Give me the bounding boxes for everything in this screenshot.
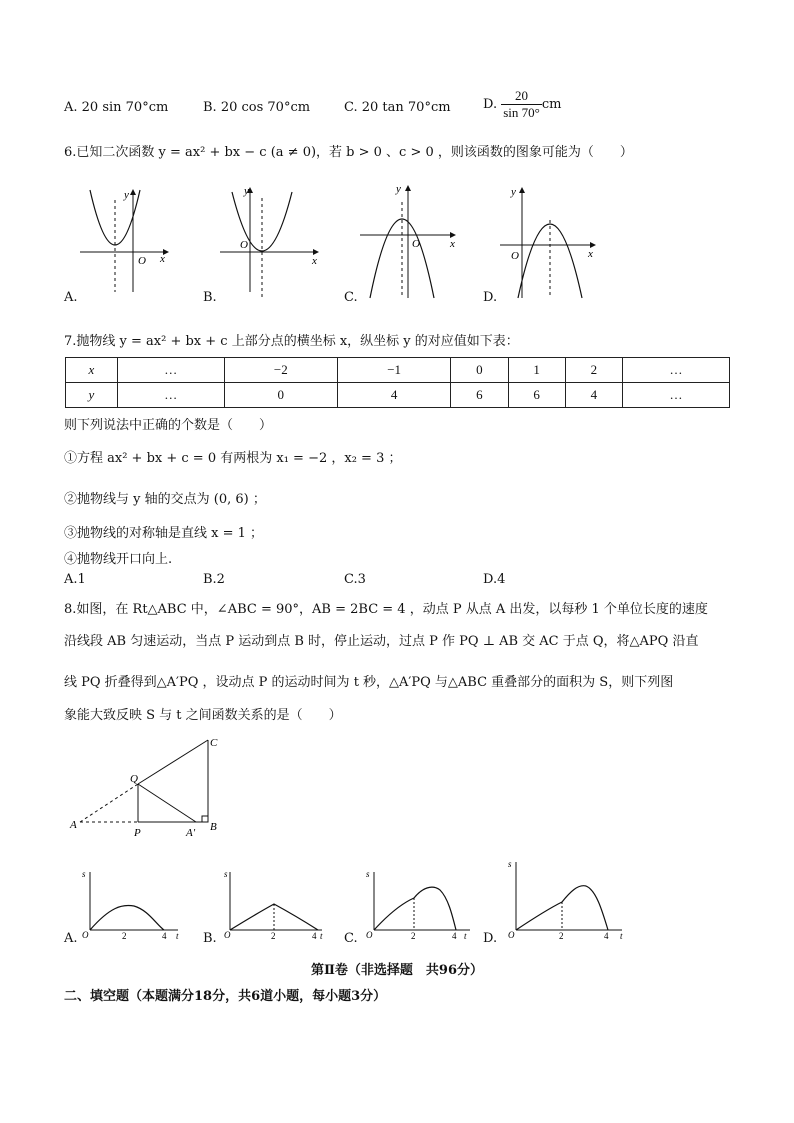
q8-graph-b-o: O — [224, 930, 231, 940]
q7-row-y — [66, 383, 730, 408]
q8-graph-d-s: s — [508, 859, 512, 869]
q5-option-d-prefix: D. — [483, 97, 498, 112]
q6-graph-d-y: y — [511, 186, 516, 198]
q8-line-2: 沿线段 AB 匀速运动，当点 P 运动到点 B 时，停止运动，过点 P 作 PQ ⊥ AB 交 AC 于点 Q，将△APQ 沿直 — [64, 634, 699, 649]
q5-option-b: B. 20 cos 70°cm — [203, 100, 311, 115]
q6-graph-c-x: x — [450, 238, 455, 250]
q7-cell: 4 — [565, 383, 622, 408]
q8-graph-a-s: s — [82, 869, 86, 879]
q6-graph-d-origin: O — [511, 250, 519, 262]
q8-graph-d-tick4: 4 — [604, 931, 609, 941]
q7-option-c: C.3 — [344, 572, 366, 587]
q6-graph-d-x: x — [588, 248, 593, 260]
q8-fig-label-a: A — [70, 819, 77, 831]
q5-option-d — [483, 88, 561, 121]
q6-graph-a-x: x — [160, 253, 165, 265]
q7-option-b: B.2 — [203, 572, 225, 587]
q5-option-a: A. 20 sin 70°cm — [64, 100, 169, 115]
q8-graph-c-tick4: 4 — [452, 931, 457, 941]
q6-graph-c-y: y — [396, 183, 401, 195]
q7-statement-2: ②抛物线与 y 轴的交点为 (0, 6) ； — [64, 492, 266, 507]
q7-cell: 1 — [508, 358, 565, 383]
q7-cell: 6 — [508, 383, 565, 408]
q7-question: 则下列说法中正确的个数是（ ） — [64, 418, 273, 433]
q8-fig-label-c: C — [210, 737, 218, 749]
q8-triangle-figure — [60, 732, 230, 842]
q5-option-d-unit: cm — [541, 97, 562, 112]
q8-line-3: 线 PQ 折叠得到△A′PQ ，设动点 P 的运动时间为 t 秒，△A′PQ 与△ABC 重叠部分的面积为 S，则下列图 — [64, 675, 674, 690]
q6-graph-c-origin: O — [412, 238, 420, 250]
q8-graph-c-o: O — [366, 930, 373, 940]
q8-graph-label-d: D. — [483, 931, 498, 946]
q6-graph-b-origin: O — [240, 239, 248, 251]
q8-graph-d-o: O — [508, 930, 515, 940]
q8-graph-d-tick2: 2 — [559, 931, 564, 941]
q7-cell: −2 — [224, 358, 337, 383]
q6-graphs — [60, 180, 740, 305]
q7-row-x — [66, 358, 730, 383]
q8-graph-d — [508, 859, 623, 941]
q8-graph-d-t: t — [620, 931, 623, 941]
q7-cell: 2 — [565, 358, 622, 383]
q7-statement-4: ④抛物线开口向上. — [64, 552, 173, 567]
q6-graph-b — [220, 185, 318, 298]
q7-cell: x — [66, 358, 118, 383]
q8-graph-c — [366, 869, 470, 941]
q8-graph-b — [224, 869, 323, 941]
q8-graph-c-s: s — [366, 869, 370, 879]
q8-fig-label-q: Q — [130, 773, 138, 785]
q6-label-c: C. — [344, 290, 358, 305]
q8-graph-label-b: B. — [203, 931, 217, 946]
q8-graph-a-tick2: 2 — [122, 931, 127, 941]
q7-option-d: D.4 — [483, 572, 506, 587]
q8-graph-a-tick4: 4 — [162, 931, 167, 941]
q7-cell: … — [117, 358, 224, 383]
q7-cell: … — [117, 383, 224, 408]
q8-line-1: 8.如图，在 Rt△ABC 中，∠ABC = 90°，AB = 2BC = 4 ，动点 P 从点 A 出发，以每秒 1 个单位长度的速度 — [64, 602, 708, 617]
q8-graph-b-tick2: 2 — [271, 931, 276, 941]
q8-graph-b-tick4: 4 — [312, 931, 317, 941]
q6-graph-b-y: y — [244, 185, 249, 197]
q5-option-d-numerator: 20 — [501, 88, 542, 105]
q7-cell: 0 — [224, 383, 337, 408]
q8-graph-label-a: A. — [64, 931, 78, 946]
q6-label-b: B. — [203, 290, 217, 305]
q6-graph-b-x: x — [312, 255, 317, 267]
q6-stem: 6.已知二次函数 y = ax² + bx − c (a ≠ 0)，若 b > 0 、c > 0 ，则该函数的图象可能为（ ） — [64, 145, 633, 160]
q7-cell: … — [623, 383, 730, 408]
section-two-title: 二、填空题（本题满分18分，共6道小题，每小题3分） — [64, 989, 387, 1004]
q8-graph-a-o: O — [82, 930, 89, 940]
q8-graph-label-c: C. — [344, 931, 358, 946]
q8-graphs — [60, 852, 660, 947]
q8-graph-b-t: t — [320, 931, 323, 941]
q8-graph-c-tick2: 2 — [411, 931, 416, 941]
q7-statement-1: ①方程 ax² + bx + c = 0 有两根为 x₁ = −2 ，x₂ = 3 ； — [64, 451, 402, 466]
q6-graph-a — [80, 189, 168, 292]
q6-graph-a-origin: O — [138, 255, 146, 267]
q7-cell: −1 — [337, 358, 450, 383]
q6-graph-d — [500, 186, 595, 298]
part-two-title: 第Ⅱ卷（非选择题 共96分） — [310, 963, 484, 978]
q8-graph-b-s: s — [224, 869, 228, 879]
q8-graph-a-t: t — [176, 931, 179, 941]
q6-label-d: D. — [483, 290, 498, 305]
q7-stem: 7.抛物线 y = ax² + bx + c 上部分点的横坐标 x，纵坐标 y 的对应值如下表： — [64, 334, 519, 349]
q7-cell: 0 — [451, 358, 508, 383]
q7-cell: … — [623, 358, 730, 383]
q7-cell: y — [66, 383, 118, 408]
q7-statement-3: ③抛物线的对称轴是直线 x = 1 ； — [64, 526, 264, 541]
q6-label-a: A. — [64, 290, 78, 305]
q6-graph-a-y: y — [124, 189, 129, 201]
q7-cell: 6 — [451, 383, 508, 408]
q5-option-d-fraction — [501, 88, 542, 121]
q5-option-c: C. 20 tan 70°cm — [344, 100, 451, 115]
q7-value-table — [65, 357, 730, 408]
q8-fig-label-p: P — [134, 827, 141, 839]
q8-graph-c-t: t — [464, 931, 467, 941]
q7-cell: 4 — [337, 383, 450, 408]
q7-option-a: A.1 — [64, 572, 86, 587]
q8-fig-label-b: B — [210, 821, 217, 833]
q8-fig-label-a1: A′ — [186, 827, 196, 839]
q8-graph-a — [82, 869, 179, 941]
q5-option-d-denominator: sin 70° — [503, 105, 540, 120]
q8-line-4: 象能大致反映 S 与 t 之间函数关系的是（ ） — [64, 708, 342, 723]
q6-graph-c — [360, 183, 455, 298]
